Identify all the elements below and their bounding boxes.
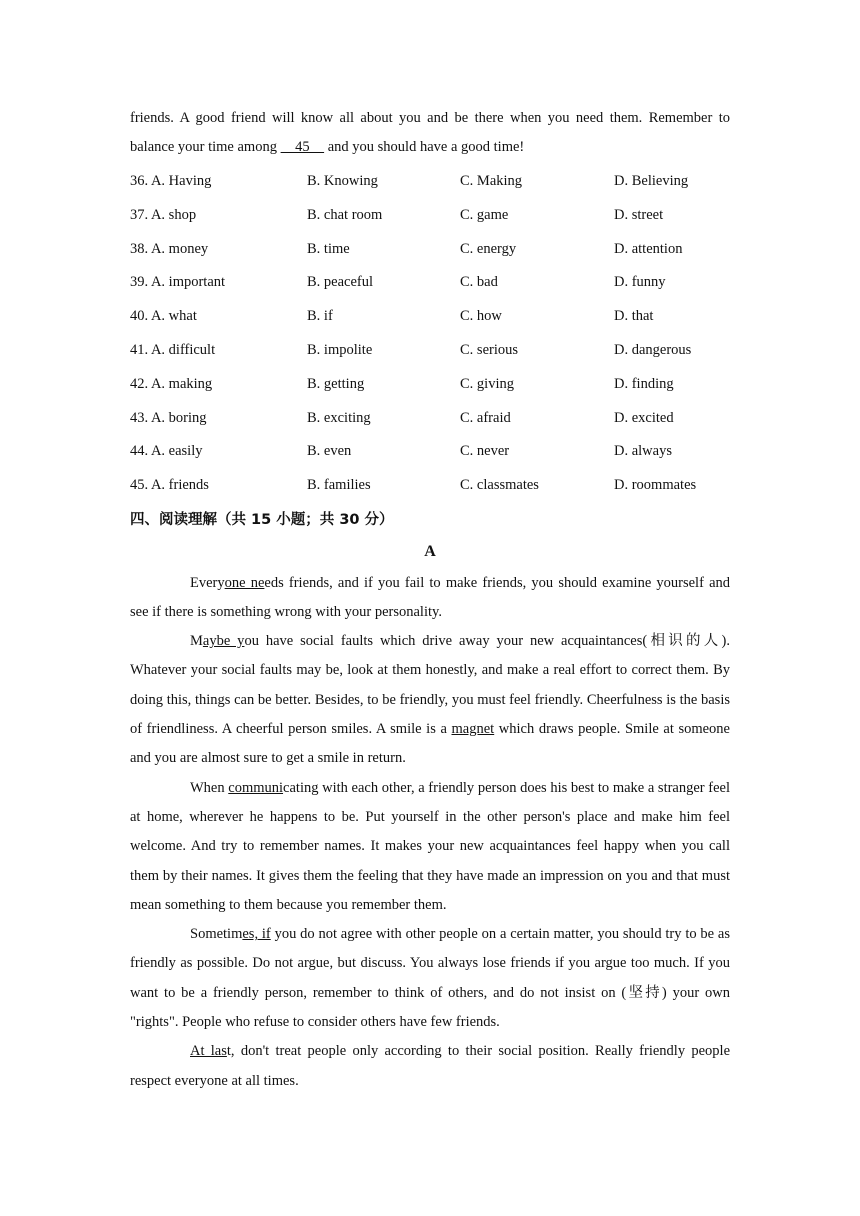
options-list	[130, 165, 730, 503]
paragraph-5: At last, don't treat people only according to their social position. Really friendly people respect everyone at all times.	[130, 1043, 730, 1089]
section-title: 四、阅读理解（共 15 小题；共 30 分）	[130, 511, 394, 528]
question-row	[130, 300, 730, 334]
cloze-ending	[130, 104, 730, 163]
cloze-text: friends. A good friend will know all about you and be there when you need them. Remember to balance your time among	[130, 110, 730, 156]
option-a: 41. A. difficult	[130, 341, 216, 358]
cloze-text-end: and you should have a good time!	[324, 139, 525, 156]
paragraph-3: When communicating with each other, a friendly person does his best to make a stranger feel at home, wherever he happens to be. Put yourself in the other person's place and make him feel welcome. And try to remember names. It makes your new acquaintances feel happy when you call them by their names. It gives them the feeling that they have made an impression on you and that must mean something to them because you remember them.	[130, 779, 730, 913]
option-a: 39. A. important	[130, 274, 226, 291]
blank-45: 45	[280, 139, 325, 156]
option-b: B. even	[307, 443, 352, 460]
option-d: D. that	[614, 308, 654, 325]
option-d: D. dangerous	[614, 341, 692, 358]
question-row	[130, 266, 730, 300]
option-a: 45. A. friends	[130, 477, 209, 494]
document-page	[130, 104, 730, 1096]
option-a: 40. A. what	[130, 308, 197, 325]
option-d: D. always	[614, 443, 672, 460]
option-a: 38. A. money	[130, 240, 209, 257]
option-b: B. chat room	[307, 206, 383, 223]
question-row	[130, 232, 730, 266]
option-d: D. attention	[614, 240, 683, 257]
option-d: D. funny	[614, 274, 666, 291]
option-c: C. giving	[460, 375, 514, 392]
option-c: C. serious	[460, 341, 518, 358]
option-d: D. finding	[614, 375, 674, 392]
question-row	[130, 469, 730, 503]
paragraph-1: Everyone needs friends, and if you fail to make friends, you should examine yourself and see if there is something wrong with your personality.	[130, 574, 731, 620]
question-row	[130, 435, 730, 469]
question-row	[130, 367, 730, 401]
option-d: D. Believing	[614, 172, 689, 189]
option-c: C. never	[460, 443, 510, 460]
question-row	[130, 334, 730, 368]
option-b: B. impolite	[307, 341, 373, 358]
word-magnet: magnet	[451, 721, 495, 738]
option-b: B. families	[307, 477, 371, 494]
option-b: B. exciting	[307, 409, 371, 426]
paragraph-4: Sometimes, if you do not agree with other people on a certain matter, you should try to be as friendly as possible. Do not argue, but discuss. You always lose friends if you argue too much. If you want to be a friendly person, remember to think of others, and do not insist on (坚持) your own "rights". People who refuse to consider others have few friends.	[130, 926, 730, 1031]
option-c: C. bad	[460, 274, 498, 291]
question-row	[130, 198, 730, 232]
option-c: C. classmates	[460, 477, 539, 494]
option-a: 42. A. making	[130, 375, 213, 392]
option-b: B. peaceful	[307, 274, 374, 291]
passage-title: A	[424, 542, 436, 560]
option-c: C. energy	[460, 240, 517, 257]
option-c: C. game	[460, 206, 509, 223]
option-a: 36. A. Having	[130, 172, 212, 189]
option-c: C. afraid	[460, 409, 511, 426]
option-a: 37. A. shop	[130, 206, 197, 223]
question-row	[130, 401, 730, 435]
question-row	[130, 165, 730, 199]
option-a: 44. A. easily	[130, 443, 203, 460]
option-a: 43. A. boring	[130, 409, 207, 426]
option-c: C. Making	[460, 172, 523, 189]
option-b: B. getting	[307, 375, 365, 392]
option-d: D. roommates	[614, 477, 697, 494]
option-d: D. street	[614, 206, 664, 223]
option-b: B. Knowing	[307, 172, 378, 189]
option-b: B. time	[307, 240, 350, 257]
option-b: B. if	[307, 308, 333, 325]
paragraph-2: Maybe you have social faults which drive away your new acquaintances(相识的人). Whatever your social faults may be, look at them honestly, and make a real effort to correct them. By doing this, things can be better. Besides, to be friendly, you must feel friendly. Cheerfulness is the basis of friendliness. A cheerful person smiles. A smile is a magnet which draws people. Smile at someone and you are almost sure to get a smile in return.	[130, 633, 731, 767]
option-d: D. excited	[614, 409, 674, 426]
option-c: C. how	[460, 308, 502, 325]
